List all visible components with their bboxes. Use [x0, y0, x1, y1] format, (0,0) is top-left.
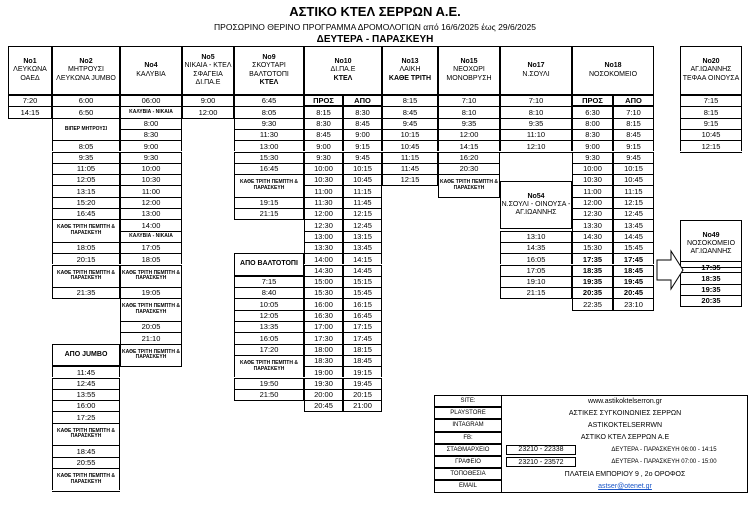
column-bottom-line	[234, 219, 304, 220]
time-cell: 23:10	[613, 298, 654, 309]
time-cell: 10:45	[680, 129, 742, 140]
column-bottom-line	[182, 118, 234, 119]
time-cell: 21:00	[343, 400, 382, 411]
time-cell: 8:30	[304, 118, 343, 129]
route-name: ΔΙ.ΠΑ.Ε	[330, 66, 356, 74]
time-cell: 20:15	[343, 389, 382, 400]
note-cell: ΚΑΘΕ ΤΡΙΤΗ ΠΕΜΠΤΗ & ΠΑΡΑΣΚΕΥΗ	[234, 174, 304, 197]
time-cell: 14:30	[572, 231, 613, 242]
route-name: ΛΑΙΚΗ	[399, 66, 421, 74]
note-cell: ΚΑΘΕ ΤΡΙΤΗ ΠΕΜΠΤΗ & ΠΑΡΑΣΚΕΥΗ	[438, 174, 500, 197]
time-cell: 10:15	[382, 129, 438, 140]
time-cell: 7:15	[234, 276, 304, 287]
time-cell: 18:30	[304, 355, 343, 366]
column-bottom-line	[120, 366, 182, 367]
time-cell: 8:15	[304, 106, 343, 117]
info-label: ΤΟΠΟΘΕΣΙΑ	[434, 468, 502, 480]
time-cell: 10:00	[304, 163, 343, 174]
route-number: Νο9	[262, 54, 276, 62]
route-number: Νο17	[527, 62, 545, 70]
column-bottom-line	[680, 306, 742, 307]
route-header-r13	[382, 46, 438, 95]
time-cell: 17:35	[572, 253, 613, 264]
route-name: Ν.ΣΟΥΛΙ - ΟΙΝΟΥΣΑ - ΑΓ.ΙΩΑΝΝΗΣ	[501, 200, 571, 216]
route-header-r18	[572, 46, 654, 95]
route-number: Νο13	[401, 58, 419, 66]
time-cell: 16:05	[234, 332, 304, 343]
info-hours: ΔΕΥΤΕΡΑ - ΠΑΡΑΣΚΕΥΗ 06:00 - 14:15	[611, 446, 717, 453]
info-value: ASTIKOKTELSERRWN	[587, 421, 663, 429]
time-cell: 7:10	[500, 95, 572, 106]
time-cell: 13:30	[572, 219, 613, 230]
time-cell: 17:05	[500, 265, 572, 276]
time-cell: 9:00	[304, 140, 343, 151]
column-bottom-line	[680, 152, 742, 153]
route-number: Νο20	[702, 58, 720, 66]
time-cell: 11:15	[343, 185, 382, 196]
time-cell: 14:00	[304, 253, 343, 264]
time-cell: 18:45	[52, 445, 120, 456]
note-cell: ΚΑΘΕ ΤΡΙΤΗ ΠΕΜΠΤΗ & ΠΑΡΑΣΚΕΥΗ	[120, 298, 182, 321]
route-number: Νο10	[334, 58, 352, 66]
time-cell: 20:35	[572, 287, 613, 298]
time-cell: 13:35	[234, 321, 304, 332]
time-cell: 15:45	[613, 242, 654, 253]
column-bottom-line	[382, 185, 438, 186]
time-cell: 17:00	[304, 321, 343, 332]
time-cell: 12:45	[613, 208, 654, 219]
time-cell: 18:15	[343, 344, 382, 355]
time-cell: 9:30	[120, 152, 182, 163]
info-value: ΑΣΤΙΚΟ ΚΤΕΛ ΣΕΡΡΩΝ Α.Ε	[580, 434, 670, 442]
time-cell: 8:30	[572, 129, 613, 140]
route-name: ΜΗΤΡΟΥΣΙ ΛΕΥΚΩΝΑ JUMBO	[56, 66, 116, 82]
time-cell: 20:35	[680, 295, 742, 306]
time-cell: 14:45	[613, 231, 654, 242]
time-cell: 10:05	[234, 298, 304, 309]
route-name: ΑΓ.ΙΩΑΝΝΗΣ ΤΕΦΑΑ ΟΙΝΟΥΣΑ	[682, 66, 740, 82]
time-cell: 8:45	[304, 129, 343, 140]
time-cell: 8:10	[500, 106, 572, 117]
time-cell: 9:30	[572, 152, 613, 163]
time-cell: 19:00	[304, 366, 343, 377]
time-cell: 8:00	[572, 118, 613, 129]
time-cell: 9:15	[343, 140, 382, 151]
note-cell: ΒΙΠΕΡ ΜΗΤΡΟΥΣΙ	[52, 118, 120, 141]
time-cell: 13:00	[234, 140, 304, 151]
time-cell: 8:15	[680, 106, 742, 117]
column-bottom-line	[572, 310, 654, 311]
time-cell: 12:10	[500, 140, 572, 151]
time-cell: 8:30	[343, 106, 382, 117]
time-cell: 16:00	[304, 298, 343, 309]
note-cell: ΚΑΘΕ ΤΡΙΤΗ ΠΕΜΠΤΗ & ΠΑΡΑΣΚΕΥΗ	[120, 344, 182, 367]
time-cell: 18:05	[52, 242, 120, 253]
time-cell: 20:45	[613, 287, 654, 298]
column-bottom-line	[52, 298, 120, 299]
time-cell: 8:00	[120, 118, 182, 129]
time-cell: 11:45	[343, 197, 382, 208]
time-cell: 9:35	[438, 118, 500, 129]
time-cell: 18:35	[680, 272, 742, 283]
time-cell: 16:45	[343, 310, 382, 321]
route-extra: ΚΤΕΛ	[259, 78, 279, 86]
time-cell: 9:30	[304, 152, 343, 163]
time-cell: 14:45	[343, 265, 382, 276]
time-cell: 17:20	[234, 344, 304, 355]
time-cell: 13:15	[343, 231, 382, 242]
column-bottom-line	[438, 197, 500, 198]
time-cell: 14:00	[120, 219, 182, 230]
col-pros-label: ΠΡΟΣ	[304, 95, 343, 106]
time-cell: 10:00	[120, 163, 182, 174]
time-cell: 8:40	[234, 287, 304, 298]
time-cell: 9:35	[52, 152, 120, 163]
time-cell: 19:30	[304, 378, 343, 389]
time-cell: 10:30	[120, 174, 182, 185]
page-subtitle: ΠΡΟΣΩΡΙΝΟ ΘΕΡΙΝΟ ΠΡΟΓΡΑΜΜΑ ΔΡΟΜΟΛΟΓΙΩΝ από 16/6/2025 έως 29/6/2025	[214, 22, 536, 32]
time-cell: 9:00	[120, 140, 182, 151]
time-cell: 11:00	[120, 185, 182, 196]
time-cell: 11:00	[572, 185, 613, 196]
note-cell: ΚΑΛΥΒΙΑ - ΝΙΚΑΙΑ	[120, 106, 182, 117]
note-cell: ΚΑΘΕ ΤΡΙΤΗ ΠΕΜΠΤΗ & ΠΑΡΑΣΚΕΥΗ	[52, 219, 120, 242]
time-cell: 12:00	[438, 129, 500, 140]
time-cell: 9:00	[572, 140, 613, 151]
info-phone: 23210 - 22338	[506, 445, 576, 455]
sub-header-apo-valtotopi: ΑΠΟ ΒΑΛΤΟΤΟΠΙ	[234, 253, 304, 276]
route-header-r1	[8, 46, 52, 95]
info-value: ΠΛΑΤΕΙΑ ΕΜΠΟΡΙΟΥ 9 , 2ο ΟΡΟΦΟΣ	[564, 470, 686, 478]
route-number: Νο5	[201, 54, 215, 62]
route-header-r15	[438, 46, 500, 95]
note-cell: ΚΑΘΕ ΤΡΙΤΗ ΠΕΜΠΤΗ & ΠΑΡΑΣΚΕΥΗ	[52, 265, 120, 288]
arrow-right-icon	[655, 248, 685, 292]
time-cell: 13:00	[304, 231, 343, 242]
time-cell: 8:30	[120, 129, 182, 140]
time-cell: 19:35	[572, 276, 613, 287]
time-cell: 20:15	[52, 253, 120, 264]
info-label: INTAGRAM	[434, 419, 502, 431]
time-cell: 6:30	[572, 106, 613, 117]
note-cell: ΚΑΘΕ ΤΡΙΤΗ ΠΕΜΠΤΗ & ΠΑΡΑΣΚΕΥΗ	[52, 423, 120, 446]
time-cell: 19:05	[120, 287, 182, 298]
time-cell: 12:15	[382, 174, 438, 185]
route-name: ΝΙΚΑΙΑ - ΚΤΕΛ ΣΦΑΓΕΙΑ ΔΙ.ΠΑ.Ε	[184, 62, 232, 86]
time-cell: 10:45	[343, 174, 382, 185]
time-cell: 21:15	[500, 287, 572, 298]
time-cell: 21:50	[234, 389, 304, 400]
site-link[interactable]: www.astikoktelserron.gr	[588, 397, 662, 405]
time-cell: 12:05	[52, 174, 120, 185]
time-cell: 14:35	[500, 242, 572, 253]
route-name: ΝΟΣΟΚΟΜΕΙΟ	[588, 70, 638, 78]
time-cell: 17:05	[120, 242, 182, 253]
time-cell: 10:30	[572, 174, 613, 185]
column-bottom-line	[52, 491, 120, 492]
col-apo-label: ΑΠΟ	[343, 95, 382, 106]
time-cell: 12:30	[304, 219, 343, 230]
time-cell: 13:55	[52, 389, 120, 400]
time-cell: 13:45	[343, 242, 382, 253]
route-number: Νο1	[23, 58, 37, 66]
time-cell: 17:25	[52, 411, 120, 422]
time-cell: 06:00	[120, 95, 182, 106]
route-header-r9	[234, 46, 304, 95]
time-cell: 16:45	[234, 163, 304, 174]
page-title: ΑΣΤΙΚΟ ΚΤΕΛ ΣΕΡΡΩΝ Α.Ε.	[289, 4, 461, 19]
time-cell: 13:45	[613, 219, 654, 230]
time-cell: 15:15	[343, 276, 382, 287]
time-cell: 18:45	[343, 355, 382, 366]
time-cell: 16:45	[52, 208, 120, 219]
time-cell: 21:35	[52, 287, 120, 298]
route-header-r20	[680, 46, 742, 95]
time-cell: 12:00	[120, 197, 182, 208]
time-cell: 13:15	[52, 185, 120, 196]
time-cell: 9:00	[343, 129, 382, 140]
note-cell: ΚΑΛΥΒΙΑ - ΝΙΚΑΙΑ	[120, 231, 182, 242]
sub-header-apo-jumbo: ΑΠΟ JUMBO	[52, 344, 120, 367]
time-cell: 18:00	[304, 344, 343, 355]
route-extra: ΚΤΕΛ	[333, 74, 353, 82]
time-cell: 19:45	[343, 378, 382, 389]
column-bottom-line	[8, 118, 52, 119]
time-cell: 14:15	[438, 140, 500, 151]
time-cell: 12:45	[343, 219, 382, 230]
time-cell: 11:30	[304, 197, 343, 208]
route-header-r54	[500, 181, 572, 229]
time-cell: 8:05	[234, 106, 304, 117]
info-label: PLAYSTORE	[434, 407, 502, 419]
note-cell: ΚΑΘΕ ΤΡΙΤΗ ΠΕΜΠΤΗ & ΠΑΡΑΣΚΕΥΗ	[52, 468, 120, 491]
time-cell: 12:05	[234, 310, 304, 321]
column-bottom-line	[304, 411, 382, 412]
info-label: EMAIL	[434, 480, 502, 492]
time-cell: 18:45	[613, 265, 654, 276]
time-cell: 6:00	[52, 95, 120, 106]
time-cell: 11:45	[52, 366, 120, 377]
route-header-r5	[182, 46, 234, 95]
time-cell: 11:05	[52, 163, 120, 174]
time-cell: 13:00	[120, 208, 182, 219]
column-bottom-line	[500, 152, 572, 153]
info-label: FB:	[434, 432, 502, 444]
info-label: SITE:	[434, 395, 502, 407]
route-name: ΝΟΣΟΚΟΜΕΙΟ ΑΓ.ΙΩΑΝΝΗΣ	[686, 239, 736, 256]
time-cell: 14:15	[343, 253, 382, 264]
time-cell: 13:30	[304, 242, 343, 253]
time-cell: 9:30	[234, 118, 304, 129]
info-hours: ΔΕΥΤΕΡΑ - ΠΑΡΑΣΚΕΥΗ 07:00 - 15:00	[611, 459, 717, 466]
route-extra: ΚΑΘΕ ΤΡΙΤΗ	[388, 74, 432, 82]
time-cell: 7:10	[613, 106, 654, 117]
time-cell: 15:45	[343, 287, 382, 298]
column-bottom-line	[500, 298, 572, 299]
time-cell: 11:15	[613, 185, 654, 196]
time-cell: 11:15	[382, 152, 438, 163]
route-name: ΚΑΛΥΒΙΑ	[136, 70, 166, 78]
info-box	[434, 395, 748, 493]
time-cell: 19:50	[234, 378, 304, 389]
time-cell: 12:15	[613, 197, 654, 208]
route-name: ΛΕΥΚΩΝΑ ΟΑΕΔ	[13, 66, 47, 82]
time-cell: 16:00	[52, 400, 120, 411]
col-apo-label: ΑΠΟ	[613, 95, 654, 106]
time-cell: 19:15	[234, 197, 304, 208]
time-cell: 12:30	[572, 208, 613, 219]
time-cell: 9:35	[500, 118, 572, 129]
note-cell: ΚΑΘΕ ΤΡΙΤΗ ΠΕΜΠΤΗ & ΠΑΡΑΣΚΕΥΗ	[120, 265, 182, 288]
col-pros-label: ΠΡΟΣ	[572, 95, 613, 106]
time-cell: 10:15	[343, 163, 382, 174]
time-cell: 15:30	[234, 152, 304, 163]
column-bottom-line	[234, 400, 304, 401]
time-cell: 14:30	[304, 265, 343, 276]
route-name: ΣΚΟΥΤΑΡΙ ΒΑΛΤΟΤΟΠΙ	[249, 62, 289, 78]
time-cell: 9:45	[343, 152, 382, 163]
time-cell: 8:45	[382, 106, 438, 117]
time-cell: 21:15	[234, 208, 304, 219]
time-cell: 18:05	[120, 253, 182, 264]
time-cell: 20:55	[52, 457, 120, 468]
time-cell: 9:45	[382, 118, 438, 129]
time-cell: 16:20	[438, 152, 500, 163]
time-cell: 7:20	[8, 95, 52, 106]
time-cell: 10:15	[613, 163, 654, 174]
info-value: ΑΣΤΙΚΕΣ ΣΥΓΚΟΙΝΩΝΙΕΣ ΣΕΡΡΩΝ	[568, 409, 682, 417]
time-cell: 16:05	[500, 253, 572, 264]
time-cell: 10:45	[613, 174, 654, 185]
time-cell: 10:30	[304, 174, 343, 185]
time-cell: 13:10	[500, 231, 572, 242]
time-cell: 14:15	[8, 106, 52, 117]
time-cell: 12:45	[52, 378, 120, 389]
time-cell: 9:15	[613, 140, 654, 151]
route-number: Νο2	[79, 58, 93, 66]
time-cell: 19:10	[500, 276, 572, 287]
time-cell: 15:00	[304, 276, 343, 287]
time-cell: 7:15	[680, 95, 742, 106]
route-number: Νο18	[604, 62, 622, 70]
time-cell: 8:10	[438, 106, 500, 117]
info-phone: 23210 - 23572	[506, 457, 576, 467]
info-label: ΓΡΑΦΕΙΟ	[434, 456, 502, 468]
time-cell: 17:30	[304, 332, 343, 343]
time-cell: 20:00	[304, 389, 343, 400]
time-cell: 8:05	[52, 140, 120, 151]
note-cell: ΚΑΘΕ ΤΡΙΤΗ ΠΕΜΠΤΗ & ΠΑΡΑΣΚΕΥΗ	[234, 355, 304, 378]
time-cell: 12:00	[304, 208, 343, 219]
time-cell: 11:00	[304, 185, 343, 196]
time-cell: 8:15	[382, 95, 438, 106]
route-header-r17	[500, 46, 572, 95]
route-header-r10	[304, 46, 382, 95]
time-cell: 8:15	[613, 118, 654, 129]
route-number: Νο15	[460, 58, 478, 66]
time-cell: 15:30	[304, 287, 343, 298]
time-cell: 20:45	[304, 400, 343, 411]
route-name: ΝΕΟΧΩΡΙ ΜΟΝΟΒΡΥΣΗ	[446, 66, 492, 82]
time-cell: 18:35	[572, 265, 613, 276]
time-cell: 15:30	[572, 242, 613, 253]
time-cell: 17:45	[343, 332, 382, 343]
email-link[interactable]: astser@otenet.gr	[598, 482, 652, 490]
time-cell: 16:15	[343, 298, 382, 309]
time-cell: 12:00	[572, 197, 613, 208]
time-cell: 17:35	[680, 261, 742, 272]
time-cell: 19:15	[343, 366, 382, 377]
time-cell: 10:45	[382, 140, 438, 151]
time-cell: 22:35	[572, 298, 613, 309]
route-name: Ν.ΣΟΥΛΙ	[522, 70, 550, 78]
time-cell: 9:45	[613, 152, 654, 163]
time-cell: 19:45	[613, 276, 654, 287]
time-cell: 12:15	[680, 140, 742, 151]
time-cell: 20:05	[120, 321, 182, 332]
route-header-r2	[52, 46, 120, 95]
route-number: Νο54	[527, 192, 545, 200]
time-cell: 11:45	[382, 163, 438, 174]
time-cell: 12:00	[182, 106, 234, 117]
route-number: Νο4	[144, 62, 158, 70]
time-cell: 17:45	[613, 253, 654, 264]
route-number: Νο49	[702, 231, 720, 239]
time-cell: 19:35	[680, 284, 742, 295]
time-cell: 17:15	[343, 321, 382, 332]
time-cell: 7:10	[438, 95, 500, 106]
time-cell: 12:15	[343, 208, 382, 219]
time-cell: 15:20	[52, 197, 120, 208]
time-cell: 9:15	[680, 118, 742, 129]
time-cell: 11:10	[500, 129, 572, 140]
time-cell: 9:00	[182, 95, 234, 106]
route-header-r4	[120, 46, 182, 95]
time-cell: 10:00	[572, 163, 613, 174]
time-cell: 21:10	[120, 332, 182, 343]
info-label: ΣΤΑΘΜΑΡΧΕΙΟ	[434, 444, 502, 456]
time-cell: 8:45	[613, 129, 654, 140]
time-cell: 20:30	[438, 163, 500, 174]
page-days: ΔΕΥΤΕΡΑ - ΠΑΡΑΣΚΕΥΗ	[316, 34, 434, 45]
time-cell: 11:30	[234, 129, 304, 140]
time-cell: 6:45	[234, 95, 304, 106]
time-cell: 6:50	[52, 106, 120, 117]
time-cell: 16:30	[304, 310, 343, 321]
time-cell: 8:45	[343, 118, 382, 129]
